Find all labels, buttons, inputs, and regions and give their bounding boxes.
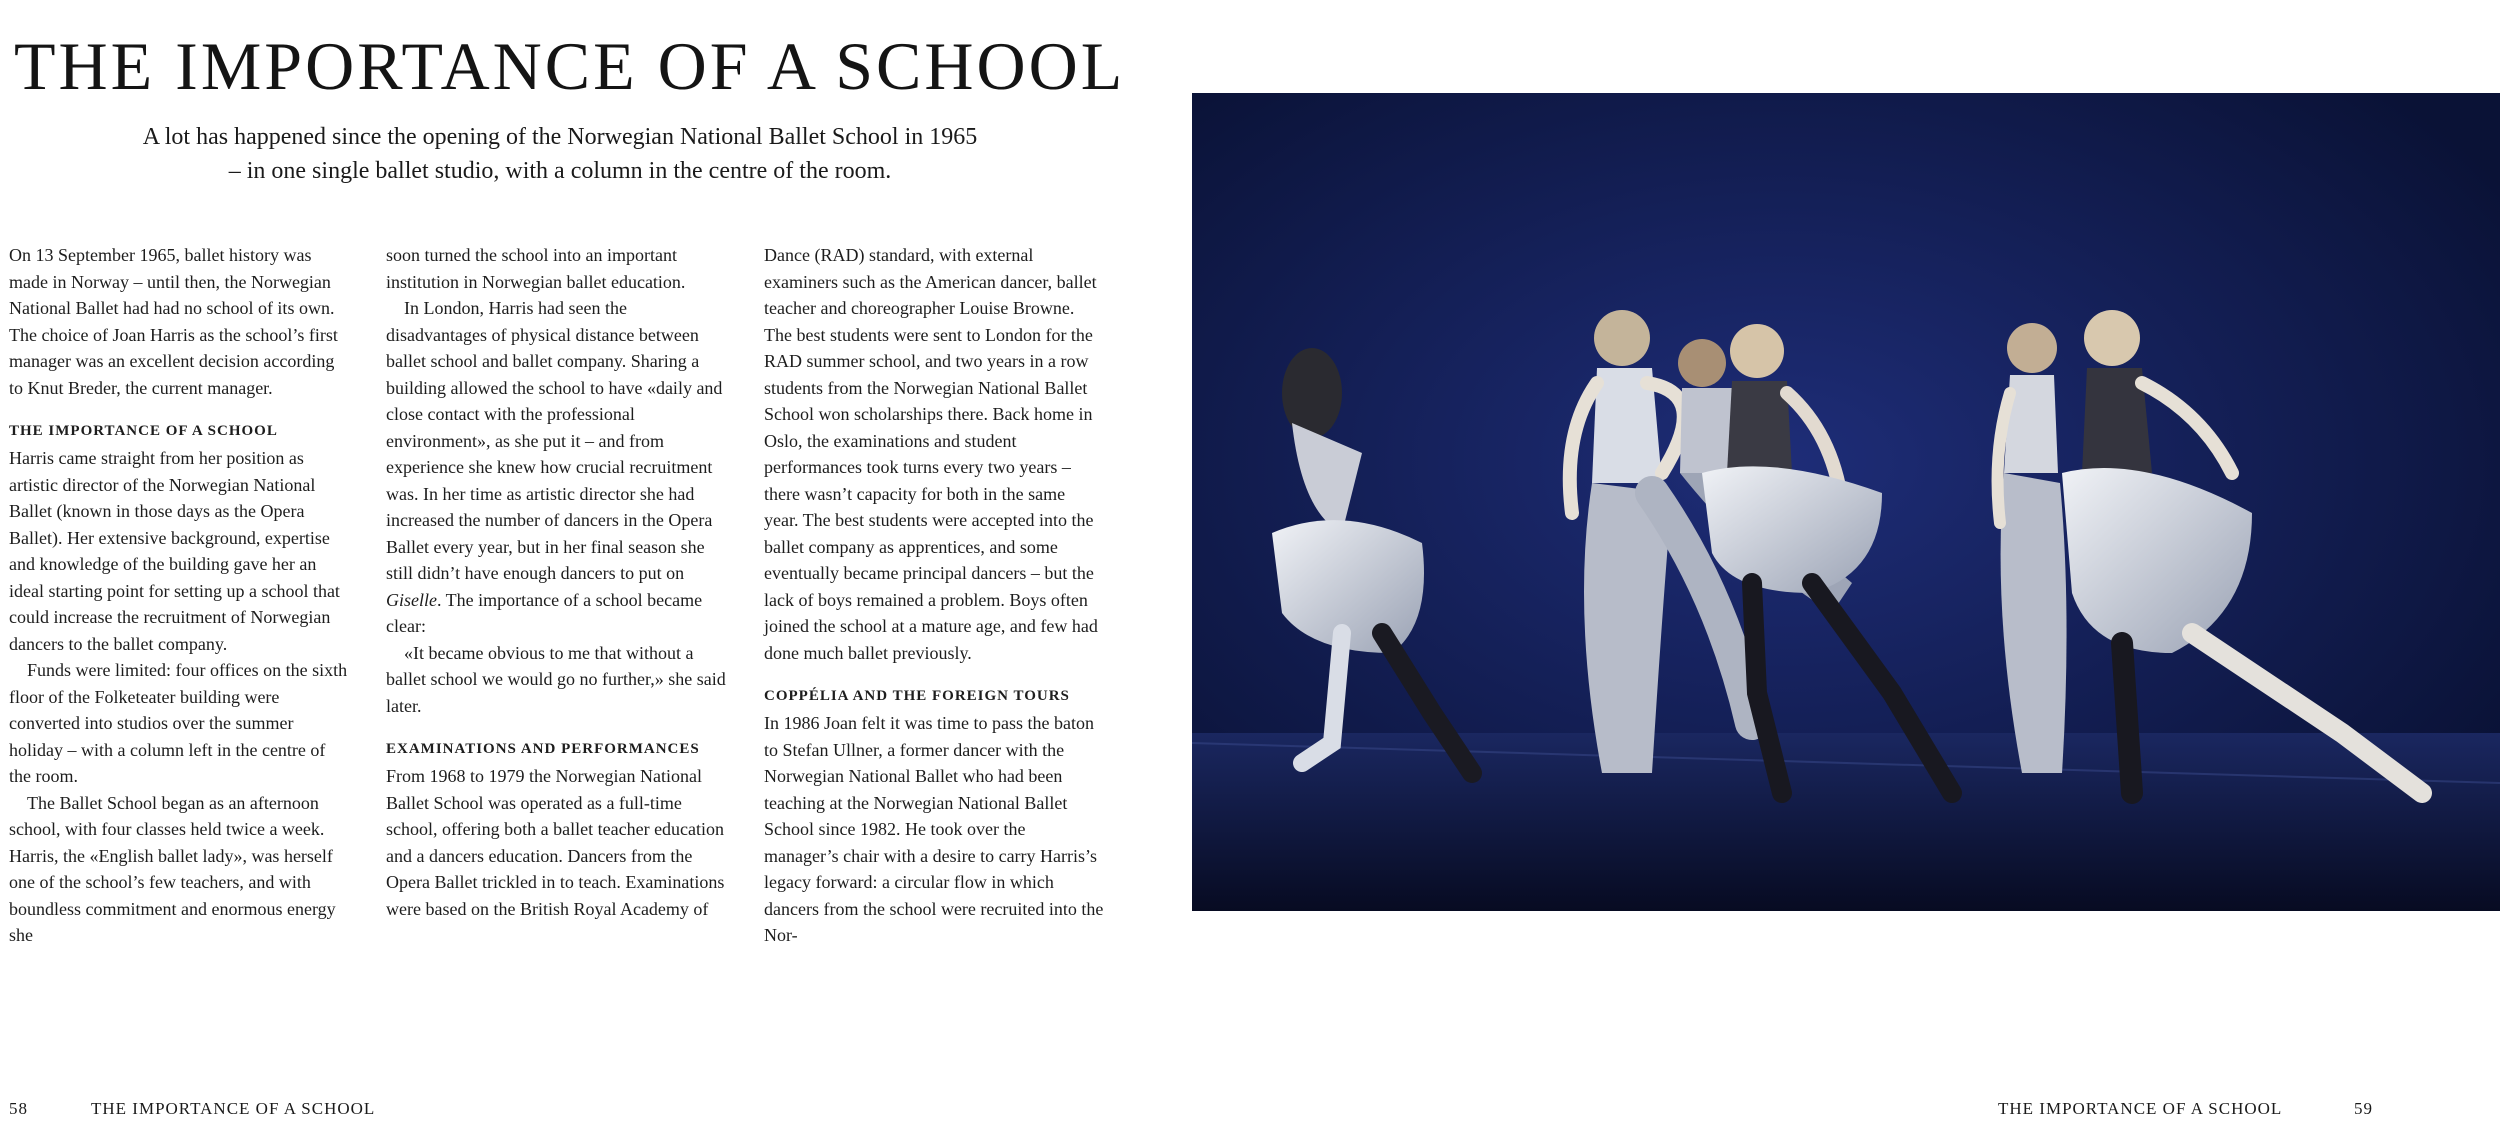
paragraph-text: . The importance of a school became clear: — [386, 589, 703, 636]
text-column-1 — [9, 242, 349, 949]
folio-page-number-right: 59 — [2354, 1099, 2373, 1118]
title-emphasis: Giselle — [386, 589, 437, 610]
lede — [60, 120, 1060, 188]
running-head-left: THE IMPORTANCE OF A SCHOOL — [91, 1099, 376, 1118]
page-title: THE IMPORTANCE OF A SCHOOL — [14, 28, 1126, 104]
dancers-illustration — [1192, 93, 2500, 911]
paragraph: Dance (RAD) standard, with external examiners such as the American dancer, ballet teacher and choreographer Louise Browne. The best students were sent to London for the RAD summer school, and two years in a row students from the Norwegian National Ballet School won scholarships there. Back home in Oslo, the examinations and student performances took turns every two years – there wasn’t capacity for both in the same year. The best students were accepted into the ballet company as apprentices, and some eventually became principal dancers – but the lack of boys remained a problem. Boys often joined the school at a mature age, and few had done much ballet previously. — [764, 245, 1098, 663]
text-column-2 — [386, 242, 726, 922]
paragraph — [386, 295, 726, 640]
paragraph: soon turned the school into an important institution in Norwegian ballet education. — [386, 245, 686, 292]
dance-photograph — [1192, 93, 2500, 911]
paragraph: The Ballet School began as an afternoon school, with four classes held twice a week. Harris, the «English ballet lady», was herself one of the school’s few teachers, and with boundless commitment and enormous energy she — [9, 792, 336, 945]
quote: «It became obvious to me that without a ballet school we would go no further,» she said later. — [386, 642, 726, 716]
section-heading: EXAMINATIONS AND PERFORMANCES — [386, 741, 700, 757]
paragraph: Funds were limited: four offices on the sixth floor of the Folketeater building were converted into studios over the summer holiday – with a column left in the centre of the room. — [9, 660, 348, 786]
paragraph: Harris came straight from her position as artistic director of the Norwegian National Ballet (known in those days as the Opera Ballet). Her extensive background, expertise and knowledge of the building gave her an ideal starting point for setting up a school that could increase the recruitment of Norwegian dancers to the ballet company. — [9, 448, 340, 654]
lede-line-2: – in one single ballet studio, with a column in the centre of the room. — [228, 158, 892, 184]
stage-floor — [1192, 733, 2500, 911]
folio-page-number-left: 58 — [9, 1099, 28, 1118]
lede-line-1: A lot has happened since the opening of the Norwegian National Ballet School in 1965 — [142, 124, 978, 150]
section-heading: COPPÉLIA AND THE FOREIGN TOURS — [764, 688, 1070, 704]
text-column-3 — [764, 242, 1104, 949]
paragraph: In 1986 Joan felt it was time to pass the baton to Stefan Ullner, a former dancer with the Norwegian National Ballet who had been teaching at the Norwegian National Ballet School since 1982. He took over the manager’s chair with a desire to carry Harris’s legacy forward: a circular flow in which dancers from the school were recruited into the Nor- — [764, 713, 1104, 945]
section-heading: THE IMPORTANCE OF A SCHOOL — [9, 423, 278, 439]
running-head-right: THE IMPORTANCE OF A SCHOOL — [1998, 1099, 2283, 1118]
paragraph-text: In London, Harris had seen the disadvantages of physical distance between ballet school and ballet company. Sharing a building allowed the school to have «daily and close contact with the professional environment», as she put it – and from experience she knew how crucial recruitment was. In her time as artistic director she had increased the number of dancers in the Opera Ballet every year, but in her final season she still didn’t have enough dancers to put on — [386, 298, 723, 583]
paragraph: From 1968 to 1979 the Norwegian National Ballet School was operated as a full-time school, offering both a ballet teacher education and a dancers education. Dancers from the Opera Ballet trickled in to teach. Examinations were based on the British Royal Academy of — [386, 766, 725, 919]
paragraph: On 13 September 1965, ballet history was made in Norway – until then, the Norwegian National Ballet had had no school of its own. The choice of Joan Harris as the school’s first manager was an excellent decision according to Knut Breder, the current manager. — [9, 245, 338, 398]
